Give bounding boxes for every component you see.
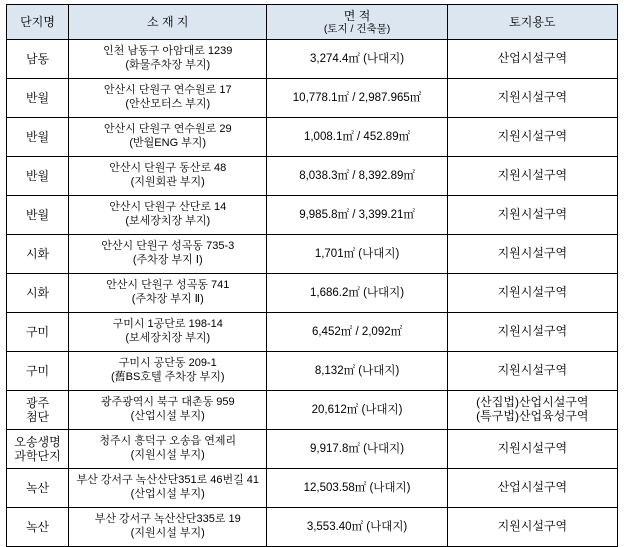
table-row (7, 157, 618, 196)
land-use-line: 지원시설구역 (497, 129, 568, 144)
cell-land-use (447, 235, 617, 274)
cell-land-use (447, 391, 617, 430)
land-use-line: 산업시설구역 (497, 51, 568, 66)
cell-location (69, 391, 267, 430)
cell-area: 9,917.8㎡ (나대지) (267, 430, 447, 469)
location-address: 안산시 단원구 연수원로 17 (103, 84, 232, 97)
complex-name-line: 녹산 (25, 480, 50, 495)
cell-complex-name (7, 391, 69, 430)
cell-location (69, 157, 267, 196)
location-note: (화물주차장 부지) (125, 59, 211, 71)
complex-name-line: 구미 (25, 324, 50, 339)
location-note: (舊BS호텔 주차장 부지) (111, 371, 225, 383)
location-note: (지원시설 부지) (130, 527, 205, 539)
cell-complex-name (7, 508, 69, 547)
cell-area: 1,701㎡ (나대지) (267, 235, 447, 274)
cell-area: 1,008.1㎡ / 452.89㎡ (267, 118, 447, 157)
location-address: 안산시 단원구 연수원로 29 (103, 123, 232, 136)
cell-complex-name (7, 430, 69, 469)
cell-location (69, 313, 267, 352)
table-row (7, 235, 618, 274)
cell-complex-name (7, 118, 69, 157)
column-header-complex-name (7, 5, 69, 40)
complex-name-line: 광주 (25, 395, 50, 410)
cell-location (69, 430, 267, 469)
cell-location (69, 196, 267, 235)
header-sub-text: (토지 / 건축물) (323, 22, 391, 35)
header-main-text: 면 적 (343, 8, 371, 23)
cell-area: 6,452㎡ / 2,092㎡ (267, 313, 447, 352)
location-address: 인천 남동구 아암대로 1239 (103, 45, 233, 58)
location-note: (산업시설 부지) (130, 410, 205, 422)
cell-location (69, 235, 267, 274)
land-use-line: 지원시설구역 (497, 519, 568, 534)
cell-complex-name (7, 196, 69, 235)
complex-name-line: 과학단지 (14, 449, 61, 463)
land-use-line: (산집법)산업시설구역 (476, 395, 589, 410)
cell-area: 8,132㎡ (나대지) (267, 352, 447, 391)
cell-area: 3,553.40㎡ (나대지) (267, 508, 447, 547)
cell-location (69, 274, 267, 313)
complex-name-line: 오송생명 (14, 434, 61, 449)
column-header-area (267, 5, 447, 40)
cell-location (69, 40, 267, 79)
land-use-line: 지원시설구역 (497, 363, 568, 378)
location-address: 안산시 단원구 성곡동 735-3 (101, 240, 235, 253)
table-row (7, 196, 618, 235)
complex-name-line: 반월 (25, 168, 50, 183)
location-address: 청주시 흥덕구 오송읍 연제리 (99, 435, 237, 448)
cell-land-use (447, 40, 617, 79)
cell-area: 12,503.58㎡ (나대지) (267, 469, 447, 508)
cell-complex-name (7, 40, 69, 79)
land-inventory-table (6, 4, 618, 547)
table-row (7, 118, 618, 157)
location-note: (반월ENG 부지) (129, 137, 207, 149)
complex-name-line: 구미 (25, 363, 50, 378)
cell-complex-name (7, 352, 69, 391)
cell-complex-name (7, 469, 69, 508)
land-use-line: 지원시설구역 (497, 246, 568, 261)
land-use-line: 산업시설구역 (497, 480, 568, 495)
cell-land-use (447, 196, 617, 235)
complex-name-line: 반월 (25, 129, 50, 144)
cell-location (69, 469, 267, 508)
cell-land-use (447, 157, 617, 196)
complex-name-line: 녹산 (25, 519, 50, 534)
complex-name-line: 반월 (25, 207, 50, 222)
cell-area: 1,686.2㎡ (나대지) (267, 274, 447, 313)
complex-name-line: 시화 (25, 285, 50, 300)
table-row (7, 40, 618, 79)
cell-location (69, 508, 267, 547)
location-address: 구미시 공단동 209-1 (118, 357, 217, 370)
cell-land-use (447, 118, 617, 157)
cell-area: 3,274.4㎡ (나대지) (267, 40, 447, 79)
land-use-line: 지원시설구역 (497, 207, 568, 222)
cell-area: 9,985.8㎡ / 3,399.21㎡ (267, 196, 447, 235)
location-note: (주차장 부지 Ⅱ) (131, 293, 204, 305)
land-use-line: 지원시설구역 (497, 285, 568, 300)
complex-name-line: 시화 (25, 246, 50, 261)
location-address: 부산 강서구 녹산산단351로 46번길 41 (76, 474, 260, 487)
cell-location (69, 79, 267, 118)
cell-area: 10,778.1㎡ / 2,987.965㎡ (267, 79, 447, 118)
cell-area: 8,038.3㎡ / 8,392.89㎡ (267, 157, 447, 196)
table-header (7, 5, 618, 40)
cell-land-use (447, 313, 617, 352)
location-address: 안산시 단원구 동산로 48 (109, 162, 227, 175)
cell-land-use (447, 274, 617, 313)
land-use-line: 지원시설구역 (497, 441, 568, 456)
location-note: (보세장치장 부지) (125, 332, 211, 344)
location-address: 광주광역시 북구 대촌동 959 (100, 396, 235, 409)
table-row (7, 352, 618, 391)
location-note: (안산모터스 부지) (125, 98, 211, 110)
table-row (7, 391, 618, 430)
location-note: (보세장치장 부지) (125, 215, 211, 227)
table-row (7, 313, 618, 352)
cell-location (69, 118, 267, 157)
table-body (7, 40, 618, 547)
cell-land-use (447, 469, 617, 508)
land-use-line: 지원시설구역 (497, 324, 568, 339)
cell-land-use (447, 352, 617, 391)
complex-name-line: 반월 (25, 90, 50, 105)
cell-complex-name (7, 235, 69, 274)
cell-area: 20,612㎡ (나대지) (267, 391, 447, 430)
location-note: (산업시설 부지) (130, 488, 205, 500)
cell-land-use (447, 430, 617, 469)
table-row (7, 274, 618, 313)
column-header-location (69, 5, 267, 40)
table-header-row (7, 5, 618, 40)
location-address: 안산시 단원구 산단로 14 (109, 201, 227, 214)
land-use-line: 지원시설구역 (497, 168, 568, 183)
header-main-text: 소 재 지 (147, 14, 189, 29)
location-note: (지원회관 부지) (130, 176, 205, 188)
cell-complex-name (7, 157, 69, 196)
table-row (7, 430, 618, 469)
location-address: 구미시 1공단로 198-14 (112, 318, 223, 331)
header-main-text: 단지명 (20, 14, 55, 29)
location-address: 안산시 단원구 성곡동 741 (106, 279, 230, 292)
cell-complex-name (7, 79, 69, 118)
location-note: (주차장 부지 Ⅰ) (132, 254, 203, 266)
table-row (7, 79, 618, 118)
cell-complex-name (7, 274, 69, 313)
land-use-line: 지원시설구역 (497, 90, 568, 105)
complex-name-line: 첨단 (25, 410, 50, 424)
location-address: 부산 강서구 녹산산단335로 19 (94, 513, 241, 526)
complex-name-line: 남동 (25, 51, 50, 66)
header-main-text: 토지용도 (509, 14, 556, 29)
cell-complex-name (7, 313, 69, 352)
cell-land-use (447, 508, 617, 547)
table-row (7, 469, 618, 508)
column-header-land-use (447, 5, 617, 40)
cell-location (69, 352, 267, 391)
table-row (7, 508, 618, 547)
land-use-line: (특구법)산업육성구역 (476, 409, 589, 423)
location-note: (지원시설 부지) (130, 449, 205, 461)
cell-land-use (447, 79, 617, 118)
